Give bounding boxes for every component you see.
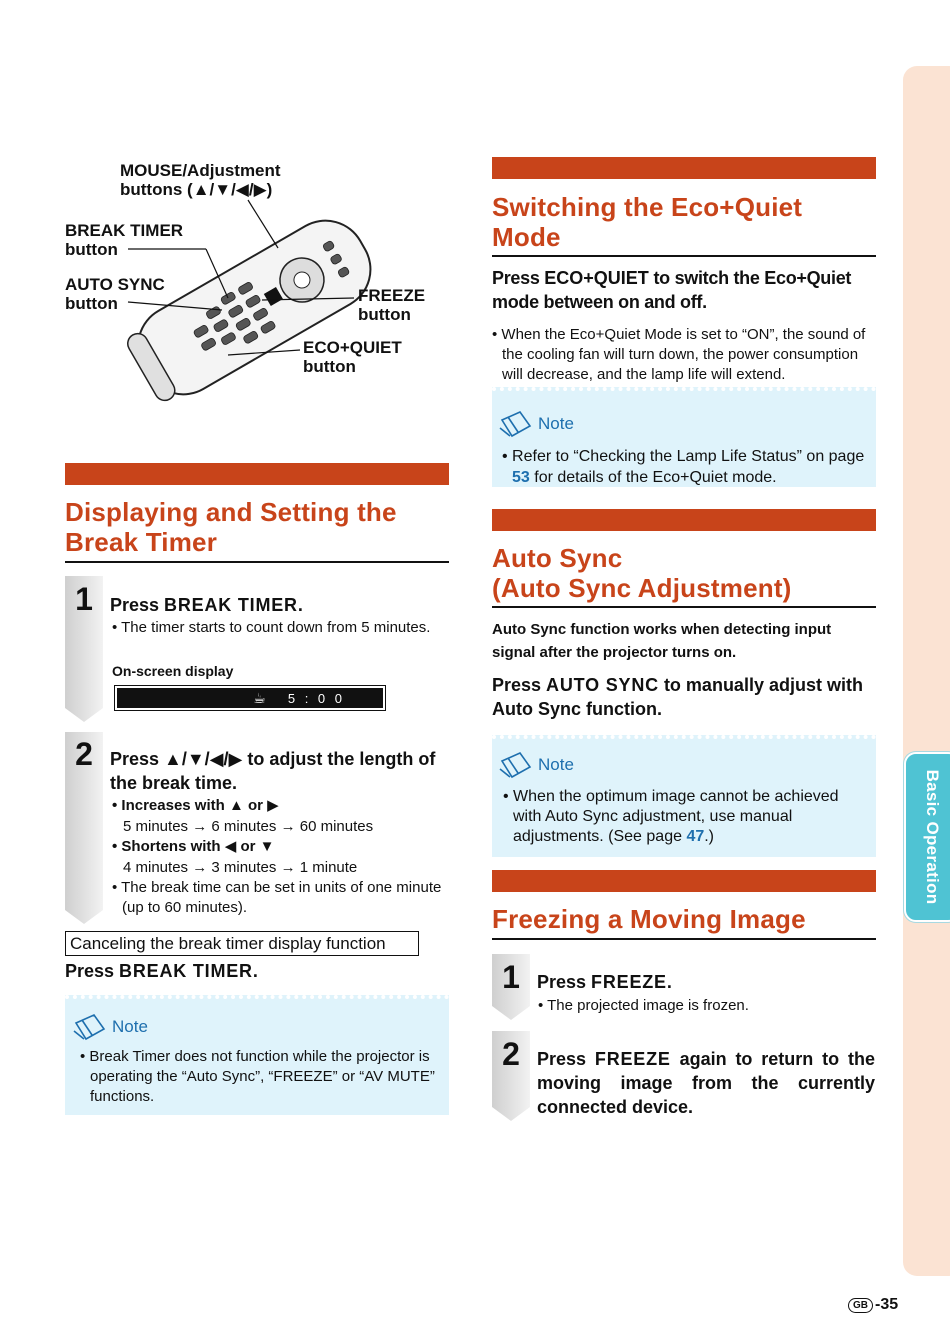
freeze-step-number-2: 2 — [502, 1036, 520, 1072]
step2-decrease-text: 4 minutes → 3 minutes → 1 minute — [123, 859, 358, 876]
coffee-cup-icon: ☕ — [253, 689, 266, 706]
section-title-break-timer: Displaying and Setting the Break Timer — [65, 497, 397, 557]
pencil-icon — [72, 1013, 108, 1041]
eco-quiet-bullet: • When the Eco+Quiet Mode is set to “ON”, the sound of the cooling fan will turn down, the power consumption will decrease, and the lamp life will extend. — [492, 326, 866, 383]
cancel-heading-box: Canceling the break timer display function — [65, 931, 419, 956]
cancel-instruction — [65, 959, 258, 983]
freeze-step-number-1: 1 — [502, 959, 520, 995]
page-link-47[interactable]: 47 — [686, 828, 705, 845]
auto-sync-instr-key: AUTO SYNC — [546, 675, 659, 695]
step2-heading: Press ▲/▼/◀/▶ to adjust the length of the break time. — [110, 749, 436, 793]
auto-sync-note-suffix: .) — [704, 828, 715, 845]
callout-break-timer: BREAK TIMER button — [65, 221, 184, 259]
note-text-break-timer: • Break Timer does not function while the projector is operating the “Auto Sync”, “FREEZE” or “AV MUTE” functions. — [80, 1048, 435, 1105]
note-text-auto-sync — [503, 787, 867, 847]
step2-decrease-label: • Shortens with ◀ or ▼ — [112, 838, 275, 855]
section-bar-eco-quiet — [492, 157, 876, 179]
callout-auto-sync: AUTO SYNC button — [65, 275, 165, 313]
page-number-value: -35 — [875, 1296, 899, 1313]
step1-bullet: • The timer starts to count down from 5 minutes. — [112, 619, 431, 636]
eco-lead-key: ECO+QUIET — [544, 268, 649, 288]
osd-timer-value: 5 : 0 0 — [287, 690, 345, 706]
auto-sync-note-prefix: • When the optimum image cannot be achieved with Auto Sync adjustment, use manual adjustments. (See page — [503, 788, 839, 845]
step2-increase-text: 5 minutes → 6 minutes → 60 minutes — [123, 818, 374, 835]
cancel-suffix: . — [252, 961, 258, 981]
auto-sync-lead: Auto Sync function works when detecting input signal after the projector turns on. — [492, 621, 832, 661]
auto-sync-instr-suffix: to manually adjust with Auto Sync function. — [492, 675, 863, 719]
freeze-step2-key: FREEZE — [594, 1049, 671, 1069]
freeze-step2-suffix: again to return to the moving image from the currently connected device. — [537, 1049, 875, 1117]
step-number-2: 2 — [75, 736, 93, 772]
section-bar-auto-sync — [492, 509, 876, 531]
freeze-step1-key: FREEZE — [591, 972, 667, 992]
freeze-step2-prefix: Press — [537, 1049, 595, 1069]
section-tab-label: Basic Operation — [923, 769, 942, 905]
freeze-step1-suffix: . — [666, 972, 672, 992]
auto-sync-instr-prefix: Press — [492, 675, 547, 695]
cancel-prefix: Press — [65, 961, 120, 981]
freeze-step1-prefix: Press — [537, 972, 592, 992]
page-number — [848, 1296, 898, 1314]
eco-lead-suffix: to switch the Eco+Quiet mode between on and off. — [492, 268, 852, 312]
step2-bullet: • The break time can be set in units of one minute (up to 60 minutes). — [112, 879, 442, 916]
step1-heading-key: BREAK TIMER — [164, 595, 298, 615]
freeze-step1-bullet: • The projected image is frozen. — [538, 997, 749, 1014]
eco-note-prefix: • Refer to “Checking the Lamp Life Status” on page — [502, 448, 865, 465]
callout-freeze: FREEZE button — [358, 286, 426, 324]
pencil-icon — [498, 410, 534, 438]
section-rule-break-timer — [65, 561, 449, 563]
step1-heading-suffix: . — [297, 595, 303, 615]
pencil-icon — [498, 751, 534, 779]
region-badge: GB — [848, 1298, 873, 1313]
callout-mouse-buttons: MOUSE/Adjustment buttons (▲/▼/◀/▶) — [120, 161, 281, 199]
note-label: Note — [538, 755, 574, 774]
note-header-auto-sync — [498, 751, 574, 779]
freeze-step1-heading — [537, 970, 672, 994]
osd-label: On-screen display — [112, 663, 234, 679]
note-header-eco-quiet — [498, 410, 574, 438]
note-label: Note — [538, 414, 574, 433]
freeze-step2-heading — [537, 1047, 875, 1119]
eco-quiet-lead — [492, 266, 882, 314]
auto-sync-title-line1: Auto Sync — [492, 543, 623, 573]
step-number-1: 1 — [75, 581, 93, 617]
cancel-key: BREAK TIMER — [119, 961, 253, 981]
eco-lead-prefix: Press — [492, 268, 545, 288]
section-rule-freeze — [492, 938, 876, 940]
note-header-break-timer — [72, 1013, 148, 1041]
auto-sync-instruction — [492, 673, 878, 721]
note-label: Note — [112, 1017, 148, 1036]
eco-note-suffix: for details of the Eco+Quiet mode. — [529, 469, 777, 486]
section-rule-auto-sync — [492, 606, 876, 608]
step1-heading-prefix: Press — [110, 595, 165, 615]
note-text-eco-quiet — [502, 446, 866, 488]
callout-eco-quiet: ECO+QUIET button — [303, 338, 402, 376]
osd-break-timer-display — [115, 686, 385, 710]
step2-increase-label: • Increases with ▲ or ▶ — [112, 797, 279, 814]
section-title-freeze: Freezing a Moving Image — [492, 904, 806, 934]
section-title-eco-quiet: Switching the Eco+Quiet Mode — [492, 192, 803, 252]
auto-sync-title-line2: (Auto Sync Adjustment) — [492, 573, 792, 603]
section-rule-eco-quiet — [492, 255, 876, 257]
section-title-auto-sync — [492, 543, 876, 603]
page-link-53[interactable]: 53 — [512, 469, 530, 486]
section-bar-freeze — [492, 870, 876, 892]
step1-heading — [110, 593, 303, 617]
section-bar-break-timer — [65, 463, 449, 485]
